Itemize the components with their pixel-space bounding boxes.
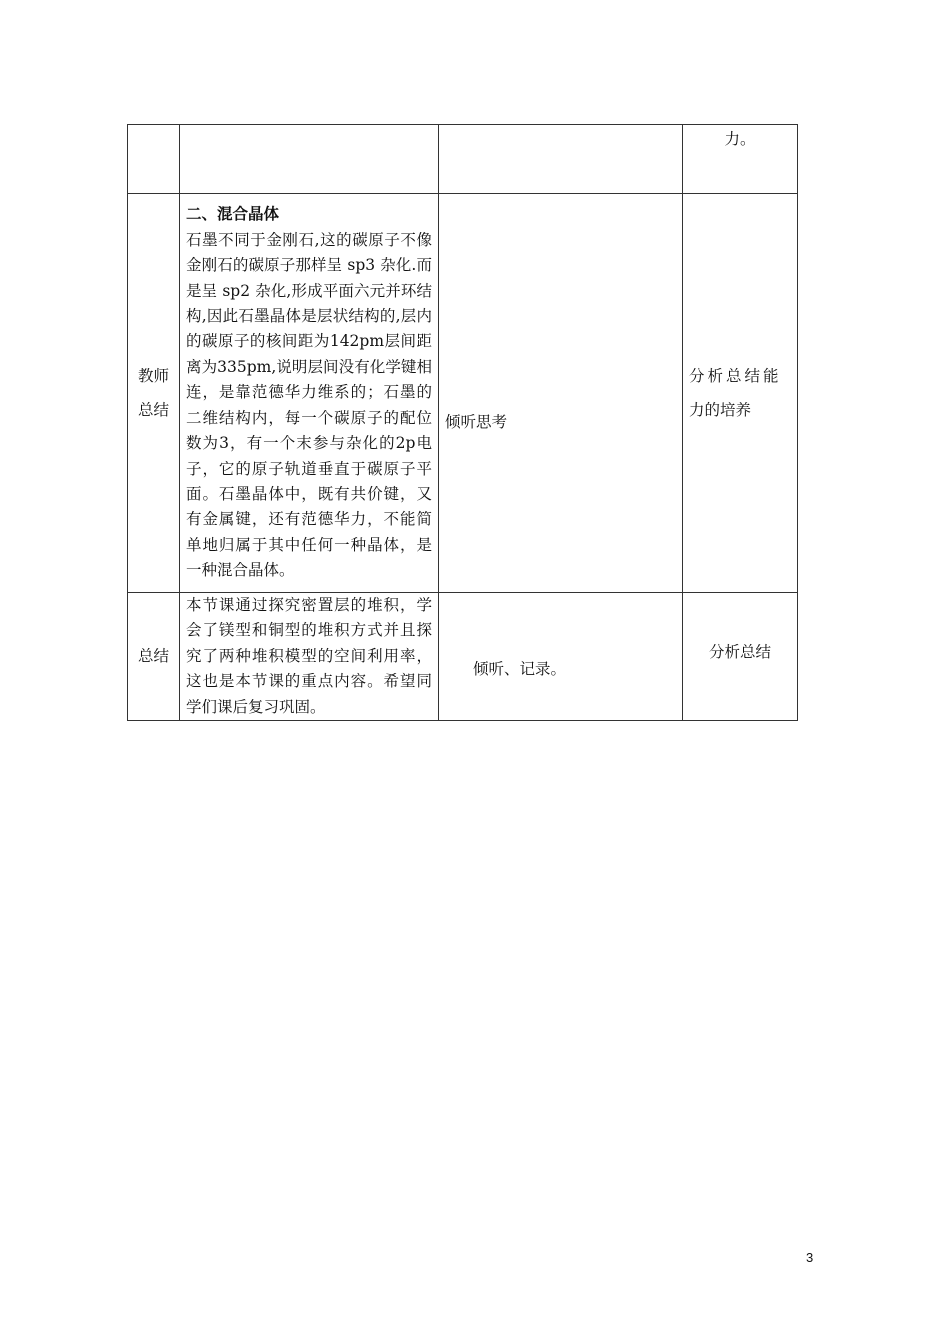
lesson-plan-table bbox=[127, 124, 798, 721]
section-heading: 二、混合晶体 bbox=[186, 205, 280, 224]
student-activity-cell bbox=[439, 194, 683, 593]
page-number: 3 bbox=[806, 1250, 814, 1265]
table-row bbox=[128, 125, 798, 194]
stage-label-line2: 总结 bbox=[137, 401, 169, 419]
design-intent-text: 力。 bbox=[724, 130, 756, 148]
design-intent-line2: 力的培养 bbox=[689, 401, 752, 419]
teacher-content-text: 石墨不同于金刚石,这的碳原子不像金刚石的碳原子那样呈 sp3 杂化.而是呈 sp2 杂化,形成平面六元并环结构,因此石墨晶体是层状结构的,层内的碳原子的核间距为142pm层间距离为335pm,说明层间没有化学键相连，是靠范德华力维系的；石墨的二维结构内，每一个碳原子的配位数为3，有一个末参与杂化的2p电子，它的原子轨道垂直于碳原子平面。石墨晶体中，既有共价键，又有金属键，还有范德华力，不能简单地归属于其中任何一种晶体，是一种混合晶体。 bbox=[186, 230, 432, 580]
design-intent-cell bbox=[683, 125, 798, 194]
stage-cell bbox=[128, 593, 180, 721]
table-row bbox=[128, 194, 798, 593]
design-intent-line1: 分析总结能 bbox=[689, 367, 782, 385]
student-activity-text: 倾听、记录。 bbox=[473, 659, 567, 678]
stage-label-line1: 教师 bbox=[137, 367, 169, 385]
design-intent-cell bbox=[683, 593, 798, 721]
student-activity-cell bbox=[439, 593, 683, 721]
stage-cell bbox=[128, 194, 180, 593]
student-activity-text: 倾听思考 bbox=[445, 413, 508, 432]
student-activity-cell bbox=[439, 125, 683, 194]
teacher-activity-cell bbox=[180, 194, 439, 593]
stage-label: 总结 bbox=[137, 646, 169, 665]
design-intent-cell bbox=[683, 194, 798, 593]
summary-content-text: 本节课通过探究密置层的堆积，学会了镁型和铜型的堆积方式并且探究了两种堆积模型的空间利用率，这也是本节课的重点内容。希望同学们课后复习巩固。 bbox=[186, 596, 432, 716]
design-intent-text: 分析总结 bbox=[708, 642, 771, 661]
teacher-activity-cell bbox=[180, 125, 439, 194]
stage-cell bbox=[128, 125, 180, 194]
table-row bbox=[128, 593, 798, 721]
teacher-activity-cell bbox=[180, 593, 439, 721]
